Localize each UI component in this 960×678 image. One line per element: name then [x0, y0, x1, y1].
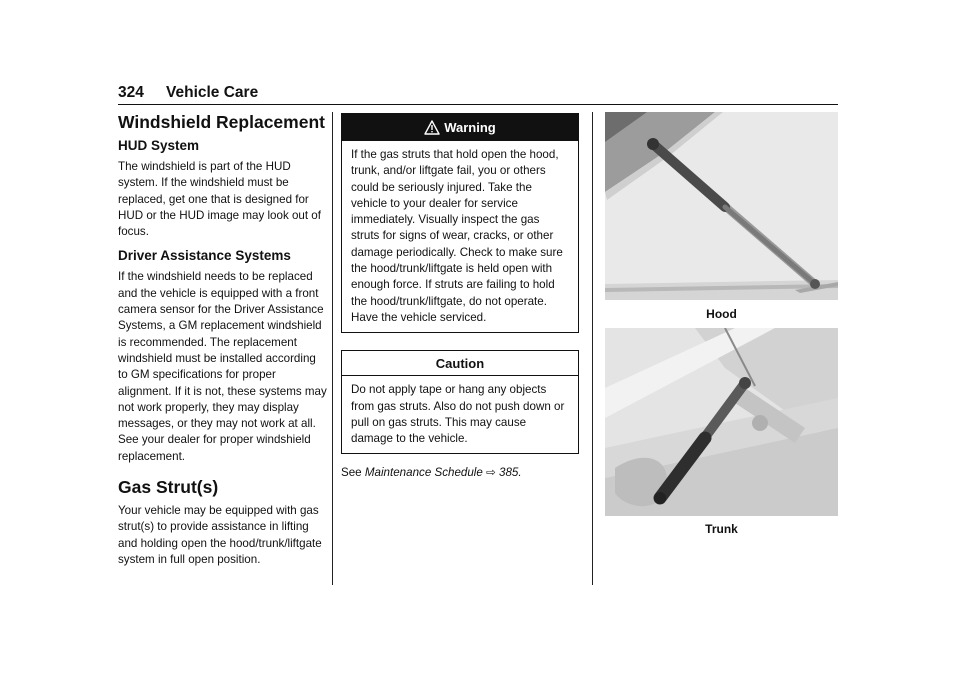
see-prefix: See: [341, 466, 362, 480]
caution-title: Caution: [342, 351, 578, 376]
hud-paragraph: The windshield is part of the HUD system. If the windshield must be replaced, get one that is designed for HUD or the HUD image may look out of focus.: [118, 160, 321, 239]
warning-header: [342, 114, 578, 141]
page-ref-arrow-icon: ⇨: [486, 466, 496, 480]
caution-box: [341, 350, 579, 454]
warning-triangle-icon: [424, 117, 440, 145]
warning-text: If the gas struts that hold open the hood, trunk, and/or liftgate fail, you or others could be seriously injured. Take the vehicle to your dealer for service immediately. Visually inspect the gas struts for signs of wear, cracks, or other damage periodically. Check to make sure the hood/trunk/liftgate is held open with enough force. If struts are failing to hold the hood/trunk/liftgate, do not operate. Have the vehicle serviced.: [351, 148, 563, 324]
gas-strut-paragraph: Your vehicle may be equipped with gas strut(s) to provide assistance in lifting and holding open the hood/trunk/liftgate system in full open position.: [118, 504, 322, 566]
section-title: Vehicle Care: [166, 84, 259, 101]
hood-strut-image: [605, 112, 838, 300]
left-column: [118, 112, 328, 576]
hood-caption: Hood: [706, 307, 737, 321]
windshield-heading: Windshield Replacement: [118, 112, 325, 132]
trunk-strut-image: [605, 328, 838, 516]
column-divider: [332, 112, 333, 585]
trunk-caption: Trunk: [705, 522, 738, 536]
middle-column: [341, 113, 579, 481]
das-paragraph: If the windshield needs to be replaced and the vehicle is equipped with a front camera sensor for the Driver Assistance Systems, a GM replacement windshield is recommended. The replacement windshield must be installed according to GM specifications for proper alignment. If it is not, these systems may not work properly, they may display messages, or they may not work at all. See your dealer for proper windshield replacement.: [118, 270, 327, 463]
page-number: 324: [118, 84, 144, 101]
warning-box: [341, 113, 579, 333]
caution-text: Do not apply tape or hang any objects from gas struts. Also do not push down or pull on gas struts. This may cause damage to the vehicle.: [351, 383, 565, 446]
right-column: [605, 112, 838, 537]
page-ref-number: 385.: [499, 466, 522, 480]
maintenance-schedule-link[interactable]: Maintenance Schedule: [364, 466, 483, 480]
das-subheading: Driver Assistance Systems: [118, 248, 291, 264]
hud-subheading: HUD System: [118, 138, 200, 153]
column-divider: [592, 112, 593, 585]
see-also-reference: [341, 465, 579, 481]
page-header: [118, 84, 838, 105]
warning-title: Warning: [444, 120, 496, 135]
gas-strut-heading: Gas Strut(s): [118, 477, 219, 498]
